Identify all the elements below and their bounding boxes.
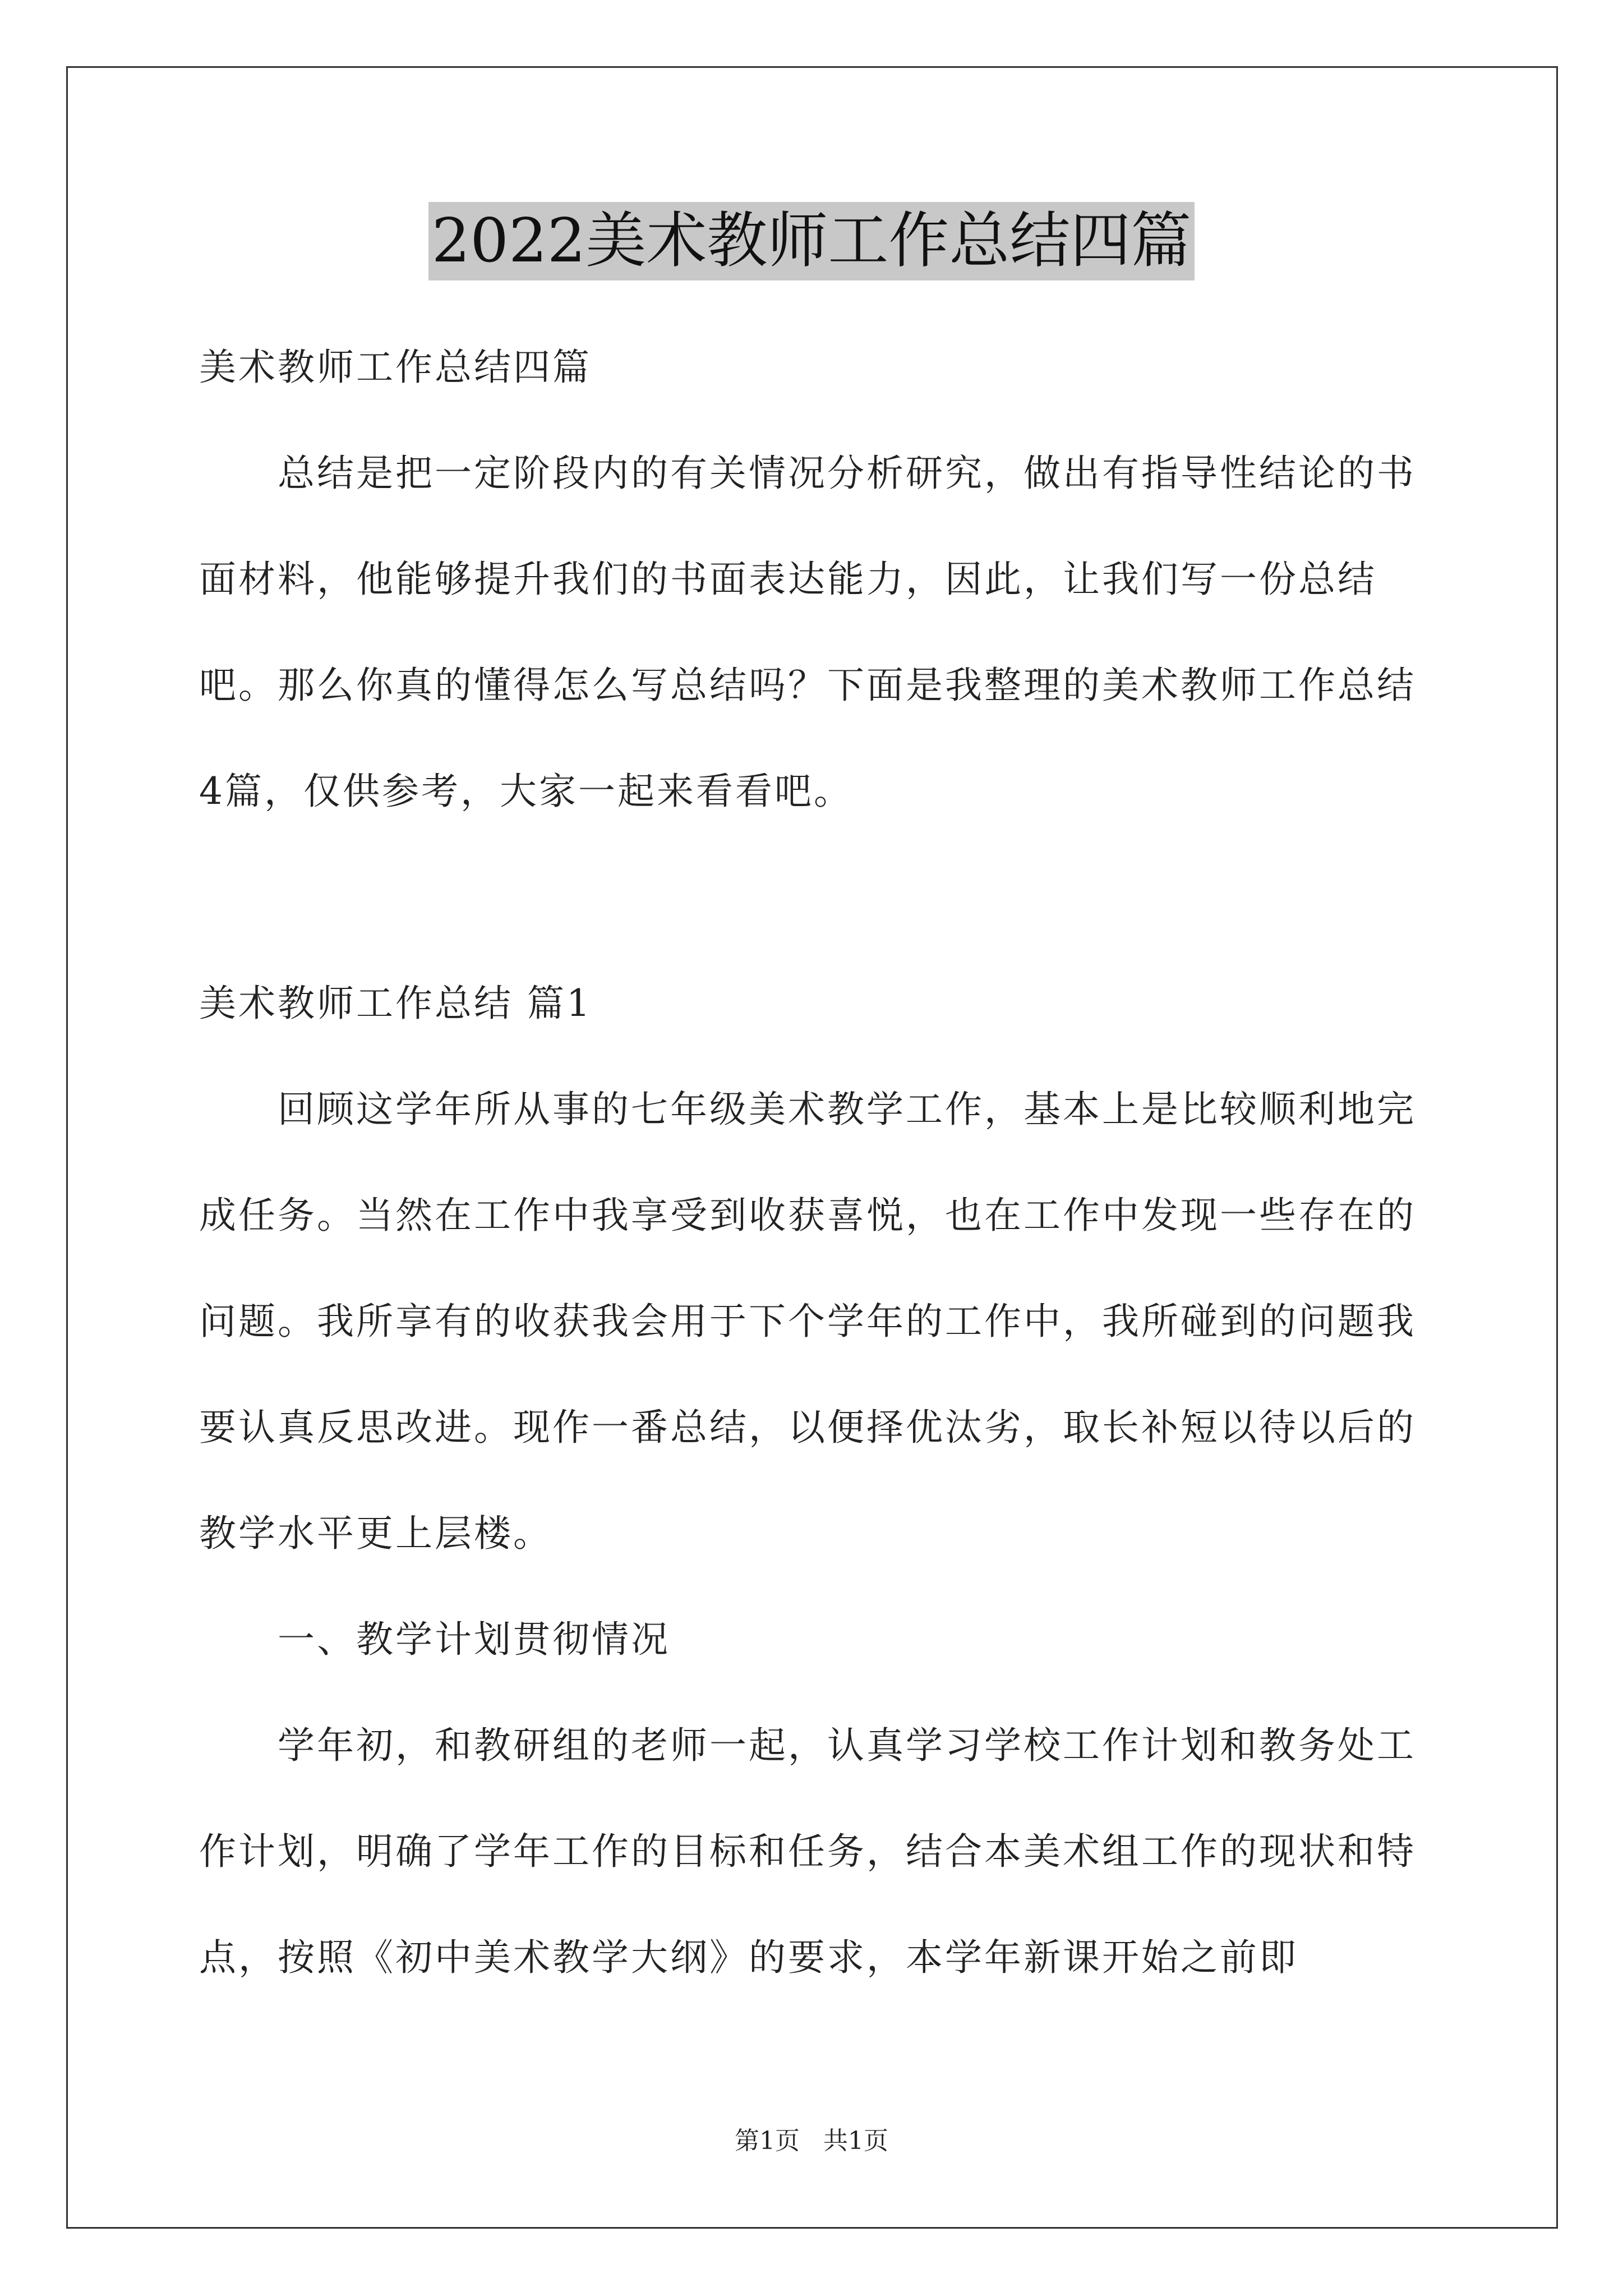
section-heading: 美术教师工作总结 篇1 [199,982,592,1025]
document-subtitle: 美术教师工作总结四篇 [199,346,592,389]
document-body [199,314,1433,2010]
page-total: 共1页 [823,2127,888,2155]
page-footer [0,2120,1623,2156]
page-number: 第1页 [735,2127,800,2155]
intro-paragraph: 总结是把一定阶段内的有关情况分析研究，做出有指导性结论的书面材料，他能够提升我们的书面表达能力，因此，让我们写一份总结吧。那么你真的懂得怎么写总结吗？下面是我整理的美术教师工作总结4篇，仅供参考，大家一起来看看吧。 [199,452,1416,813]
title-block [0,202,1623,280]
body-paragraph: 回顾这学年所从事的七年级美术教学工作，基本上是比较顺利地完成任务。当然在工作中我享受到收获喜悦，也在工作中发现一些存在的问题。我所享有的收获我会用于下个学年的工作中，我所碰到的问题我要认真反思改进。现作一番总结，以便择优汰劣，取长补短以待以后的教学水平更上层楼。 [199,1088,1416,1555]
body-paragraph: 学年初，和教研组的老师一起，认真学习学校工作计划和教务处工作计划，明确了学年工作的目标和任务，结合本美术组工作的现状和特点，按照《初中美术教学大纲》的要求，本学年新课开始之前即 [199,1724,1416,1979]
section-subheading: 一、教学计划贯彻情况 [278,1618,670,1661]
document-title: 2022美术教师工作总结四篇 [428,202,1195,280]
